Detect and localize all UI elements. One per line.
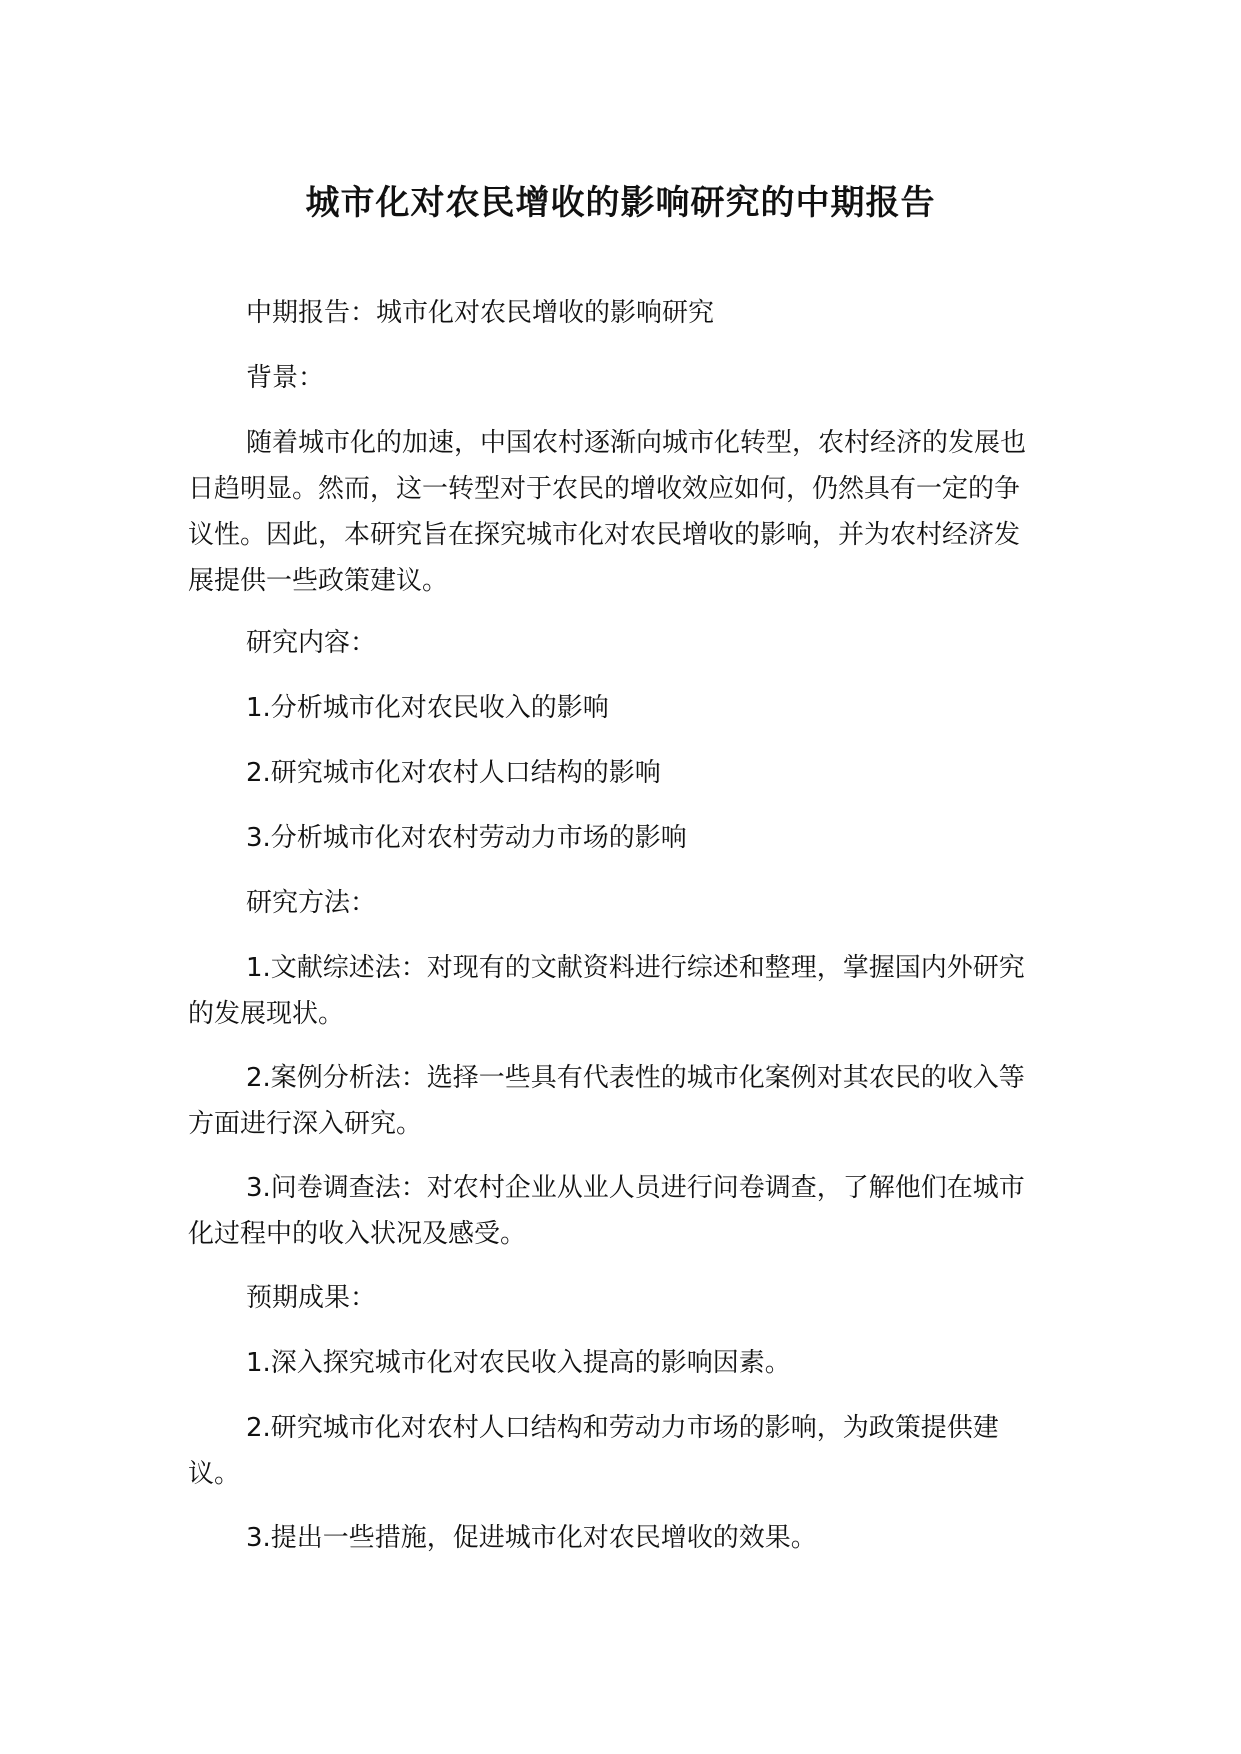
section-heading-content: 研究内容：: [246, 628, 377, 658]
report-heading: 中期报告：城市化对农民增收的影响研究: [246, 298, 715, 328]
background-paragraph: 随着城市化的加速，中国农村逐渐向城市化转型，农村经济的发展也日趋明显。然而，这一转型对于农民的增收效应如何，仍然具有一定的争议性。因此，本研究旨在探究城市化对农民增收的影响，并为农村经济发展提供一些政策建议。: [188, 428, 1027, 596]
content-item-3: 3.分析城市化对农村劳动力市场的影响: [246, 823, 687, 853]
method-item-2: 2.案例分析法：选择一些具有代表性的城市化案例对其农民的收入等方面进行深入研究。: [188, 1063, 1025, 1139]
method-item-3: 3.问卷调查法：对农村企业从业人员进行问卷调查，了解他们在城市化过程中的收入状况及感受。: [188, 1173, 1025, 1249]
method-item-1: 1.文献综述法：对现有的文献资料进行综述和整理，掌握国内外研究的发展现状。: [188, 953, 1025, 1029]
content-item-2: 2.研究城市化对农村人口结构的影响: [246, 758, 661, 788]
section-heading-background: 背景：: [246, 363, 325, 393]
section-heading-outcome: 预期成果：: [246, 1283, 377, 1313]
content-item-1: 1.分析城市化对农民收入的影响: [246, 693, 609, 723]
outcome-item-3: 3.提出一些措施，促进城市化对农民增收的效果。: [246, 1523, 817, 1553]
document-title: 城市化对农民增收的影响研究的中期报告: [305, 183, 936, 223]
section-heading-method: 研究方法：: [246, 888, 377, 918]
outcome-item-1: 1.深入探究城市化对农民收入提高的影响因素。: [246, 1348, 791, 1378]
outcome-item-2: 2.研究城市化对农村人口结构和劳动力市场的影响，为政策提供建议。: [188, 1413, 999, 1489]
